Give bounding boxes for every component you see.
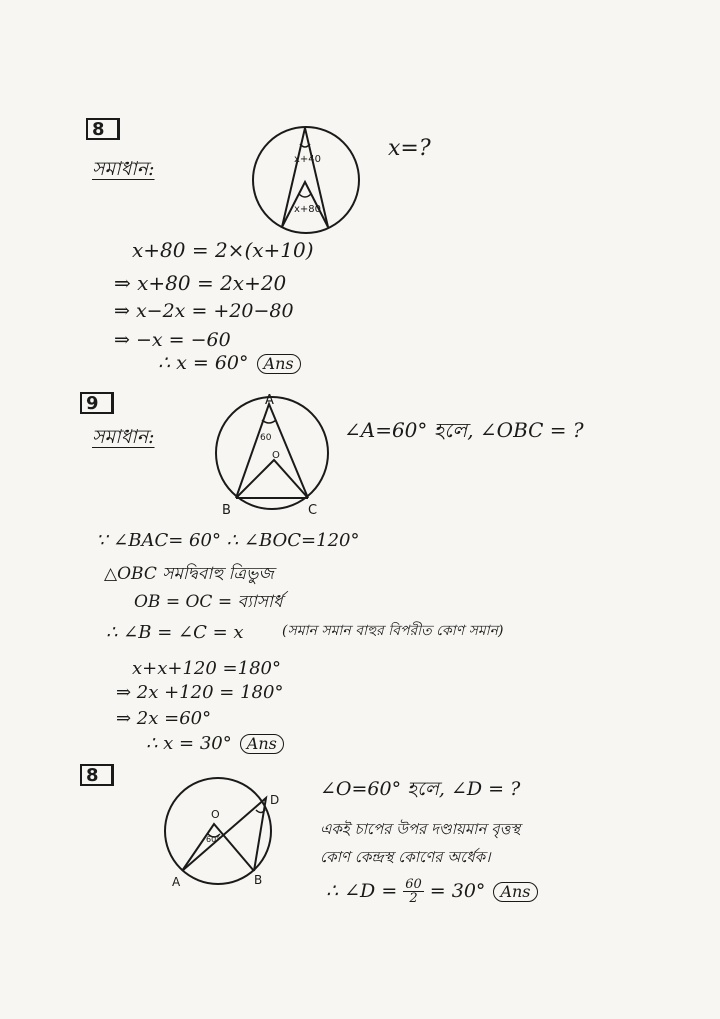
problem-1-step-3: ⇒ x−2x = +20−80 bbox=[114, 300, 294, 322]
problem-3-angle-label: 60° bbox=[206, 835, 221, 844]
problem-3-label-d: D bbox=[270, 793, 280, 807]
problem-2-label-a: A bbox=[265, 393, 274, 408]
problem-1-answer-badge: Ans bbox=[257, 354, 301, 374]
problem-3-final-prefix: ∴ ∠D = bbox=[326, 880, 398, 902]
problem-1-number-text: 8 bbox=[92, 118, 105, 140]
problem-2-label-o: O bbox=[272, 450, 280, 461]
problem-3-central-angle bbox=[182, 824, 254, 871]
problem-1-question: x=? bbox=[388, 136, 431, 161]
problem-1-circle bbox=[253, 127, 359, 233]
problem-1-inner-arc bbox=[299, 194, 311, 197]
problem-2-step-2: △OBC সমদ্বিবাহু ত্রিভুজ bbox=[104, 564, 274, 584]
problem-2-step-1: ∵ ∠BAC= 60° ∴ ∠BOC=120° bbox=[96, 530, 360, 551]
problem-2-result: ∴ x = 30° bbox=[146, 733, 232, 754]
problem-3-final-suffix: = 30° bbox=[429, 880, 486, 902]
problem-2-solution-label: সমাধান: bbox=[92, 426, 155, 448]
problem-2-label-c: C bbox=[308, 503, 318, 518]
problem-1-top-angle-label: x+40 bbox=[294, 154, 322, 165]
problem-2-step-7: ⇒ 2x =60° bbox=[116, 708, 212, 729]
problem-3-fraction-denominator: 2 bbox=[409, 891, 418, 906]
problem-1-step-5 bbox=[158, 354, 301, 374]
problem-3-inscribed-angle bbox=[182, 798, 266, 871]
problem-1-step-1: x+80 = 2×(x+10) bbox=[132, 238, 314, 262]
problem-2-number bbox=[80, 392, 114, 414]
problem-3-circle-diagram bbox=[162, 778, 290, 888]
problem-2-answer-badge: Ans bbox=[240, 734, 284, 754]
problem-1-number bbox=[86, 118, 120, 140]
problem-3-label-o: O bbox=[211, 808, 220, 821]
problem-2-angle-label: 60 bbox=[260, 433, 272, 443]
problem-2-step-6: ⇒ 2x +120 = 180° bbox=[116, 682, 284, 703]
problem-1-step-4: ⇒ −x = −60 bbox=[114, 329, 231, 351]
problem-1-solution-label: সমাধান: bbox=[92, 158, 155, 180]
problem-3-fraction bbox=[403, 878, 424, 905]
problem-2-number-text: 9 bbox=[86, 392, 99, 414]
problem-2-question: ∠A=60° হলে, ∠OBC = ? bbox=[344, 418, 584, 442]
problem-3-explain-line-2: কোণ কেন্দ্রস্থ কোণের অর্ধেক। bbox=[320, 848, 491, 866]
problem-3-label-a: A bbox=[172, 875, 181, 889]
problem-1-inner-angle-label: x+80 bbox=[294, 204, 322, 215]
problem-3-number-text: 8 bbox=[86, 764, 99, 786]
problem-3-final bbox=[326, 878, 538, 905]
problem-1-result: ∴ x = 60° bbox=[158, 352, 249, 374]
problem-2-step-4-reason: (সমান সমান বাহুর বিপরীত কোণ সমান) bbox=[282, 623, 504, 639]
problem-3-question: ∠O=60° হলে, ∠D = ? bbox=[320, 778, 521, 800]
problem-2-step-3: OB = OC = ব্যাসার্ধ bbox=[134, 592, 283, 612]
problem-2-step-4: ∴ ∠B = ∠C = x bbox=[106, 622, 244, 643]
problem-3-label-b: B bbox=[254, 873, 263, 887]
problem-2-step-8 bbox=[146, 734, 284, 754]
problem-1-step-2: ⇒ x+80 = 2x+20 bbox=[114, 271, 287, 295]
problem-3-number bbox=[80, 764, 114, 786]
problem-2-label-b: B bbox=[222, 503, 231, 518]
problem-2-step-5: x+x+120 =180° bbox=[132, 658, 281, 679]
problem-3-fraction-numerator: 60 bbox=[405, 877, 422, 892]
problem-3-answer-badge: Ans bbox=[493, 882, 537, 902]
problem-3-explain-line-1: একই চাপের উপর দণ্ডায়মান বৃত্তস্থ bbox=[320, 820, 521, 838]
problem-2-circle-diagram bbox=[214, 390, 332, 518]
